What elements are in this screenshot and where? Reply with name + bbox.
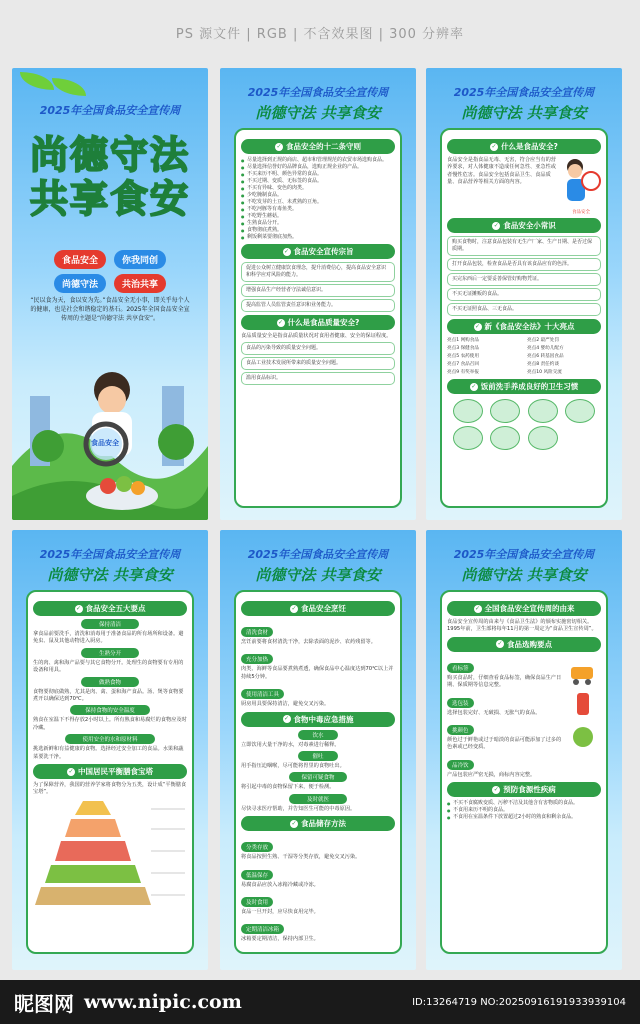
shield-icon: ✓: [68, 767, 74, 775]
highlight-item: 亮点5 农药使用: [447, 354, 479, 359]
storage-subtitle: 定期清洁冰箱: [241, 924, 284, 934]
slogan: 尚德守法 共享食安: [255, 104, 381, 122]
handwash-step-icon: [453, 399, 483, 423]
handwash-step-icon: [490, 399, 520, 423]
buy-text: 选择包装完好、无破损、无胀气的食品。: [447, 709, 541, 716]
highlight-item: 亮点3 保健食品: [447, 346, 479, 351]
section-header: ✓ 中国居民平衡膳食宝塔: [33, 764, 187, 779]
point-text: 挑选新鲜和有益健康的食物。选择经过安全加工的食品。水果和蔬菜要洗干净。: [33, 746, 184, 760]
highlight-item: 亮点9 有奖举报: [447, 370, 479, 375]
point-text: 拿食品前要洗手，清洗和消毒用于准备食品的所有场所和设备。避免虫、鼠及其他动物进入厨房。: [33, 631, 184, 645]
point-text: 生的肉、禽和海产品要与其它食物分开。处理生的食物要有专用的设备和用具。: [33, 659, 184, 674]
aim-box: 增强食品生产经营者守法诚信意识。: [241, 284, 395, 297]
shield-icon: ✓: [283, 715, 290, 723]
section-header: ✓ 什么是食品安全?: [447, 139, 601, 154]
shield-icon: ✓: [471, 382, 477, 390]
cook-text: 厨房用具要保持清洁，避免交叉污染。: [241, 701, 330, 708]
list-item: ● 不吃发芽的土豆、未煮熟的豆角。: [241, 199, 395, 206]
section-header: ✓ 食品选购要点: [447, 637, 601, 652]
point-text: 食物要彻底做熟，尤其是肉、禽、蛋和海产食品。汤、煲等食物要煮开以确保达到70℃。: [33, 688, 184, 703]
highlight-item: 亮点6 转基因食品: [527, 354, 564, 359]
aim-box: 提高监管人员监管责任意识和业务能力。: [241, 299, 395, 312]
tip-box: 不买无证摊贩的食品。: [447, 288, 601, 301]
year-title: 2025年全国食品安全宣传周: [39, 104, 181, 117]
storage-text: 易腐食品应放入冰箱冷藏或冷冻。: [241, 881, 319, 888]
poster-panel-hero: [12, 68, 208, 520]
year-title: 2025年全国食品安全宣传周: [453, 86, 595, 99]
highlight-item: 亮点1 网购食品: [447, 338, 479, 343]
inspector-illustration: [12, 346, 208, 520]
emergency-subtitle: 饮水: [298, 730, 338, 740]
aim-box: 促进公众树立健康饮食理念，提升消费信心，提高食品安全意识和科学应对风险的能力。: [241, 262, 395, 282]
shield-icon: ✓: [493, 221, 499, 229]
emergency-text: 用手指压迫咽喉，尽可能将胃里的食物吐出。: [241, 763, 345, 770]
list-item: ● 生熟食品分开。: [241, 220, 395, 227]
emergency-subtitle: 保留可疑食物: [289, 772, 347, 782]
cook-text: 烹饪前要将食材清洗干净，去除表面的泥沙、农药残留等。: [241, 639, 376, 645]
year-title: 2025年全国食品安全宣传周: [247, 86, 389, 99]
handwash-step-icon: [528, 399, 558, 423]
handwash-step-icon: [565, 399, 595, 423]
emergency-text: 尽快寻求医疗帮助，并告知医生可能的中毒原因。: [241, 805, 356, 812]
list-item: ● 不吃野生蘑菇。: [241, 213, 395, 220]
quality-item: 食品工业技术发展所带来的质量安全问题。: [241, 357, 395, 370]
list-item: ● 少吃腌制食品。: [241, 192, 395, 199]
grocery-cart-icon: [567, 659, 599, 685]
point-subtitle: 做熟食物: [81, 677, 139, 687]
leaf-decoration: [20, 72, 54, 90]
list-item: ● 不买过期、变质、无标签的食品。: [241, 178, 395, 185]
year-title: 2025年全国食品安全宣传周: [247, 548, 389, 561]
point-text: 熟食在室温下不得存放2小时以上。所有熟食和易腐烂的食物应及时冷藏。: [33, 717, 187, 731]
storage-subtitle: 及时食用: [241, 897, 273, 907]
poster-panel-what: [426, 68, 622, 520]
top-info-bar: PS 源文件 | RGB | 不含效果图 | 300 分辨率: [175, 26, 465, 42]
food-pagoda-illustration: [33, 797, 189, 907]
buy-subtitle: 看标签: [447, 663, 474, 673]
buy-subtitle: 挑颜色: [447, 725, 474, 735]
site-url: www.nipic.com: [84, 991, 242, 1013]
quality-item: 食品的污染导致的质量安全问题。: [241, 342, 395, 355]
slogan: 尚德守法 共享食安: [461, 566, 587, 584]
section-header: ✓ 食品安全五大要点: [33, 601, 187, 616]
storage-text: 冰箱要定期清洁，保持内部卫生。: [241, 936, 319, 943]
shield-icon: ✓: [497, 640, 503, 648]
tip-box: 打开食品包装，检查食品是否具有该食品应有的色泽。: [447, 258, 601, 271]
year-title: 2025年全国食品安全宣传周: [453, 548, 595, 561]
hero-tag: 你我同创: [114, 250, 166, 269]
cook-subtitle: 清洗食材: [241, 627, 273, 637]
list-item: ● 不买有异味、变色的肉类。: [241, 185, 395, 192]
buy-subtitle: 品冷饮: [447, 760, 474, 770]
cook-subtitle: 使用清洁工具: [241, 689, 284, 699]
magnifier-label: 食品安全: [91, 439, 119, 447]
poster-panel-cooking: [220, 530, 416, 970]
slogan: 尚德守法 共享食安: [47, 566, 173, 584]
prevent-list: [447, 800, 601, 821]
shield-icon: ✓: [291, 604, 297, 612]
emergency-text: 将引起中毒的食物保留下来，便于检测。: [241, 784, 335, 791]
shield-icon: ✓: [491, 142, 497, 150]
inspector-figure: [561, 157, 601, 215]
shield-icon: ✓: [291, 819, 297, 827]
buy-text: 颜色过于鲜艳或过于暗淡的食品可能添加了过多的色素或已经变质。: [447, 737, 562, 751]
shield-icon: ✓: [75, 604, 82, 612]
list-item: ● 尽量选择信誉好的品牌食品，选购正规企业的产品。: [241, 164, 395, 171]
poster-panel-five-points: [12, 530, 208, 970]
watermark-footer: [0, 980, 640, 1024]
handwash-step-icon: [453, 426, 483, 450]
shield-icon: ✓: [276, 142, 282, 150]
section-header: ✓ 食品安全的十二条守则: [241, 139, 395, 154]
section-header: ✓ 饭前洗手养成良好的卫生习惯: [447, 379, 601, 394]
what-text: 食品安全是指食品无毒、无害，符合应当有的营养要求，对人体健康不造成任何急性、亚急性或者慢性危害。食品安全包括食品卫生、食品质量、食品营养等相关方面的内容。: [447, 157, 556, 186]
section-header: ✓ 预防食源性疾病: [447, 782, 601, 797]
drink-icon: [567, 691, 599, 717]
vegetable-icon: [567, 723, 599, 749]
storage-subtitle: 分类存放: [241, 842, 273, 852]
buy-text: 产品包装应严密无损，商标内容完整。: [447, 771, 536, 778]
slogan: 尚德守法 共享食安: [461, 104, 587, 122]
shield-icon: ✓: [474, 322, 481, 330]
shield-icon: ✓: [493, 785, 499, 793]
shield-icon: ✓: [278, 318, 284, 326]
section-header: ✓ 食品安全宣传宗旨: [241, 244, 395, 259]
rules-list: [241, 157, 395, 241]
quality-text: 食品质量安全是指食品质量状况对食用者健康、安全的保证程度。: [241, 333, 392, 339]
point-subtitle: 保持清洁: [81, 619, 139, 629]
highlight-item: 亮点8 责任约谈: [527, 362, 559, 367]
handwash-step-icon: [490, 426, 520, 450]
list-item: ● 剩饭剩菜要彻底加热。: [241, 234, 395, 241]
handwash-step-icon: [528, 426, 558, 450]
highlight-item: 亮点7 食品召回: [447, 362, 479, 367]
section-header: ✓ 食物中毒应急措施: [241, 712, 395, 727]
site-logo: 昵图网: [14, 991, 74, 1016]
handwash-steps: [447, 397, 601, 452]
storage-text: 食品一旦开封，应尽快食用完毕。: [241, 909, 319, 916]
leaf-decoration: [52, 78, 86, 96]
hero-line-2: 共享食安: [29, 177, 190, 221]
buy-text: 购买食品时，仔细查看食品标签，确保食品生产日期、保质期等信息完整。: [447, 674, 562, 689]
hero-tag: 共治共享: [114, 274, 166, 293]
tip-box: 不买无证照食品、三无食品。: [447, 303, 601, 316]
poster-panel-rules: [220, 68, 416, 520]
poster-panel-origin: [426, 530, 622, 970]
tip-box: 买完东西后一定要妥善保管好购物凭证。: [447, 273, 601, 286]
section-header: ✓ 食品安全烹饪: [241, 601, 395, 616]
cook-subtitle: 充分加热: [241, 654, 273, 664]
list-item: ● 不吃河豚等有毒鱼类。: [241, 206, 395, 213]
list-item: ● 不食用来历不明的食品。: [447, 807, 601, 814]
food-illustrations: [567, 655, 601, 779]
tip-box: 购买食物时，注意食品包装有无生产厂家、生产日期、是否过保质期。: [447, 236, 601, 256]
section-header: ✓ 全国食品安全宣传周的由来: [447, 601, 601, 616]
cook-text: 肉类、海鲜等食品要煮熟煮透，确保食品中心温度达到70℃以上并持续5分钟。: [241, 666, 394, 680]
list-item: ● 不买不食腐败变质、污秽不洁及其他含有害物质的食品。: [447, 800, 601, 807]
section-header: ✓ 食品安全小常识: [447, 218, 601, 233]
origin-text: 食品安全宣传周的由来与《食品卫生法》的颁布实施密切相关。1995年前，卫生部将每年11月的第一周定为“食品卫生宣传周”。: [447, 619, 597, 633]
image-id: ID:13264719 NO:20250916191933939104: [412, 996, 626, 1008]
hero-intro: “民以食为天，食以安为先。”食品安全无小事，即关乎每个人的健康，也是社会和谐稳定的基石。2025年全国食品安全宣传周的主题是“尚德守法 共享食安”。: [30, 297, 190, 322]
section-header: ✓ 食品储存方法: [241, 816, 395, 831]
list-item: ● 食物彻底煮熟。: [241, 227, 395, 234]
shield-icon: ✓: [283, 247, 290, 255]
highlight-item: 亮点2 最严处罚: [527, 338, 559, 343]
hero-tag: 尚德守法: [54, 274, 106, 293]
quality-item: 滥用食品标识。: [241, 372, 395, 385]
badge-label: 食品安全: [572, 210, 590, 215]
emergency-text: 立即饮用大量干净的水，对毒素进行稀释。: [241, 741, 340, 748]
list-item: ● 不买来历不明、颜色异常的食品。: [241, 171, 395, 178]
emergency-subtitle: 催吐: [298, 751, 338, 761]
highlights-grid: [447, 337, 601, 376]
list-item: ● 不食用在室温条件下放置超过2小时的熟食和剩余食品。: [447, 814, 601, 821]
storage-subtitle: 低温保存: [241, 870, 273, 880]
highlight-item: 亮点4 婴幼儿配方: [527, 346, 564, 351]
slogan: 尚德守法 共享食安: [255, 566, 381, 584]
emergency-subtitle: 及时就医: [289, 794, 347, 804]
point-subtitle: 使用安全的水和原材料: [65, 734, 155, 744]
inspector-icon: [561, 157, 601, 205]
hero-line-1: 尚德守法: [29, 133, 190, 177]
section-header: ✓ 什么是食品质量安全?: [241, 315, 395, 330]
shield-icon: ✓: [474, 604, 481, 612]
hero-tag: 食品安全: [54, 250, 106, 269]
point-subtitle: 保持食物的安全温度: [70, 705, 150, 715]
section-header: ✓ 新《食品安全法》十大亮点: [447, 319, 601, 334]
buy-subtitle: 选包装: [447, 698, 474, 708]
year-title: 2025年全国食品安全宣传周: [39, 548, 181, 561]
highlight-item: 亮点10 风险交流: [527, 370, 562, 375]
point-subtitle: 生熟分开: [81, 648, 139, 658]
pagoda-text: 为了保障营养，我国的营养学家将食物分为五类，设计成“平衡膳食宝塔”。: [33, 782, 187, 796]
list-item: ● 尽量选择到正规的商店、超市和管理规范的农贸市场选购食品。: [241, 157, 395, 164]
storage-text: 将食品按照生熟、干湿等分类存放，避免交叉污染。: [241, 854, 361, 861]
